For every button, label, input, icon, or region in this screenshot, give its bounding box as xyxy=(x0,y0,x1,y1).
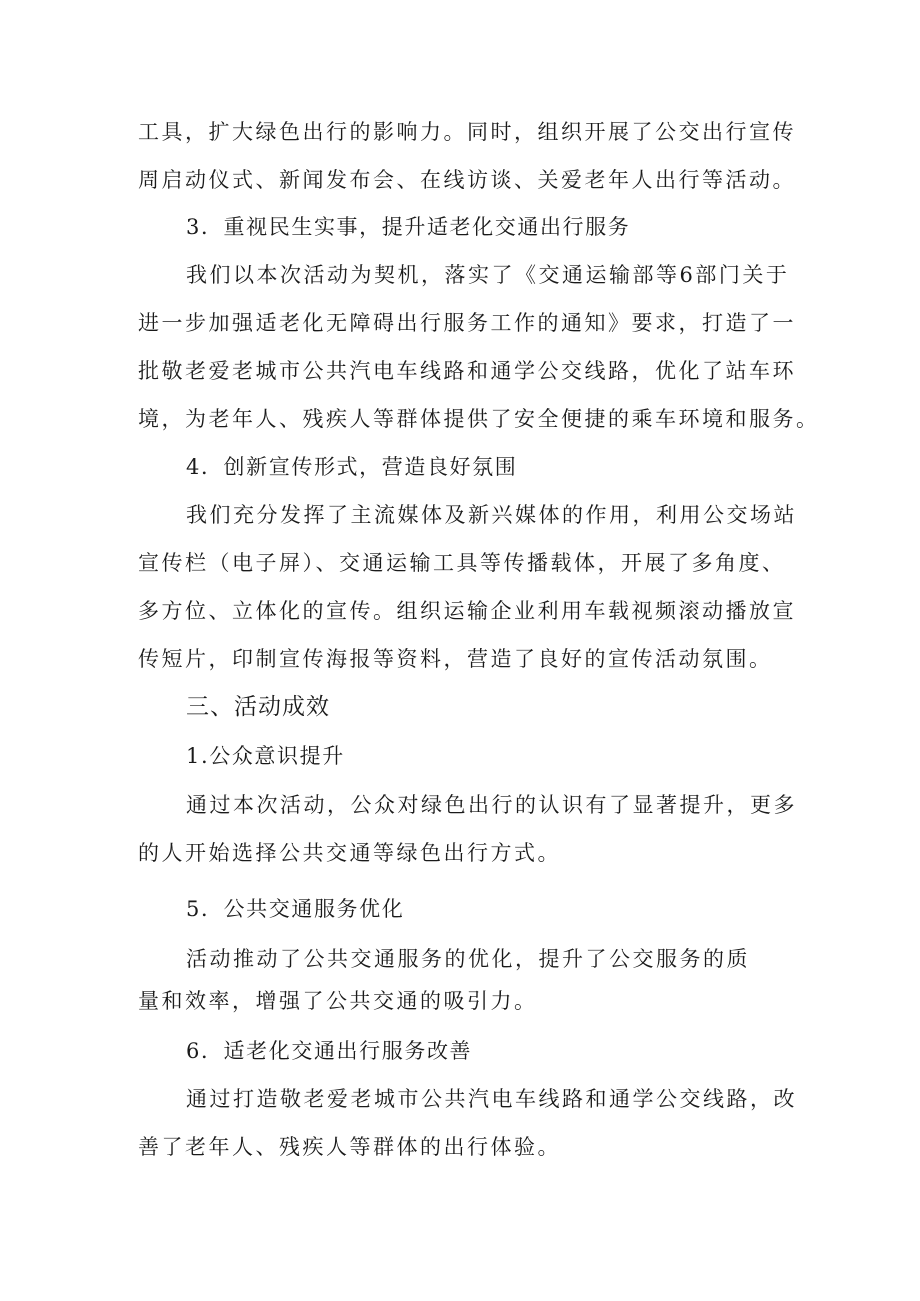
subheading-6: 6．适老化交通出行服务改善 xyxy=(186,1039,473,1063)
body-line: 多方位、立体化的宣传。组织运输企业利用车载视频滚动播放宣 xyxy=(138,599,796,623)
subheading-3: 3．重视民生实事，提升适老化交通出行服务 xyxy=(186,215,631,239)
body-line: 善了老年人、残疾人等群体的出行体验。 xyxy=(138,1135,561,1159)
body-line: 工具，扩大绿色出行的影响力。同时，组织开展了公交出行宣传 xyxy=(138,120,796,144)
body-line: 的人开始选择公共交通等绿色出行方式。 xyxy=(138,841,561,865)
body-line: 活动推动了公共交通服务的优化，提升了公交服务的质 xyxy=(186,947,750,971)
body-line: 我们以本次活动为契机，落实了《交通运输部等6部门关于 xyxy=(186,263,790,287)
body-line: 传短片，印制宣传海报等资料，营造了良好的宣传活动氛围。 xyxy=(138,647,773,671)
subheading-5: 5．公共交通服务优化 xyxy=(186,897,405,921)
body-line: 宣传栏（电子屏）、交通运输工具等传播载体，开展了多角度、 xyxy=(138,551,786,575)
subheading-4: 4．创新宣传形式，营造良好氛围 xyxy=(186,455,518,479)
subheading-1: 1.公众意识提升 xyxy=(186,744,345,768)
body-line: 境，为老年人、残疾人等群体提供了安全便捷的乘车环境和服务。 xyxy=(138,407,820,431)
section-heading: 三、活动成效 xyxy=(186,694,330,720)
body-line: 量和效率，增强了公共交通的吸引力。 xyxy=(138,989,538,1013)
body-line: 通过打造敬老爱老城市公共汽电车线路和通学公交线路，改 xyxy=(186,1087,797,1111)
body-line: 进一步加强适老化无障碍出行服务工作的通知》要求，打造了一 xyxy=(138,311,796,335)
body-line: 我们充分发挥了主流媒体及新兴媒体的作用，利用公交场站 xyxy=(186,503,797,527)
body-line: 批敬老爱老城市公共汽电车线路和通学公交线路，优化了站车环 xyxy=(138,359,796,383)
body-line: 周启动仪式、新闻发布会、在线访谈、关爱老年人出行等活动。 xyxy=(138,168,796,192)
body-line: 通过本次活动，公众对绿色出行的认识有了显著提升，更多 xyxy=(186,793,797,817)
